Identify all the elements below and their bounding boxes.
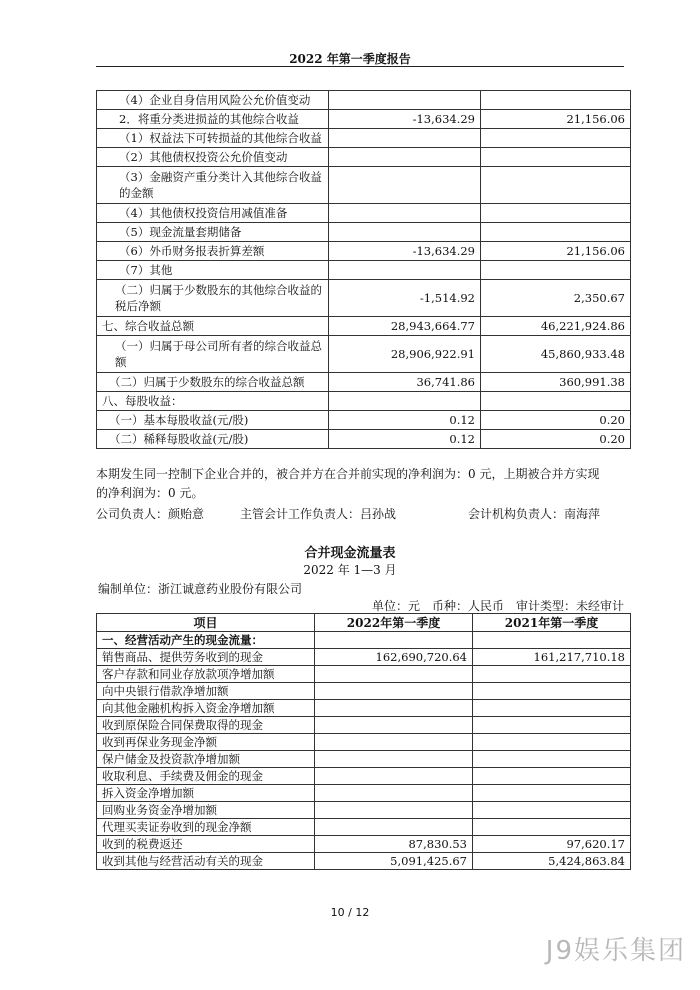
value-prior <box>481 167 631 204</box>
compiler-unit: 编制单位：浙江诚意药业股份有限公司 <box>98 582 303 596</box>
value-current <box>315 751 473 768</box>
value-prior: 45,860,933.48 <box>481 336 631 373</box>
unit-currency-audit: 单位：元 币种：人民币 审计类型：未经审计 <box>371 599 624 613</box>
table-row <box>97 336 631 373</box>
row-label: 客户存款和同业存放款项净增加额 <box>97 666 315 683</box>
value-prior <box>481 91 631 110</box>
value-current <box>329 204 481 223</box>
row-label: （4）企业自身信用风险公允价值变动 <box>97 91 329 110</box>
section-row <box>97 632 631 649</box>
header-divider <box>96 66 624 67</box>
value-current <box>315 802 473 819</box>
row-label: 2．将重分类进损益的其他综合收益 <box>97 110 329 129</box>
table-row <box>97 836 631 853</box>
value-prior <box>481 148 631 167</box>
value-prior: 97,620.17 <box>473 836 631 853</box>
value-current <box>315 734 473 751</box>
table-row <box>97 785 631 802</box>
report-header-title: 2022 年第一季度报告 <box>289 52 411 66</box>
table-row <box>97 91 631 110</box>
table-row <box>97 148 631 167</box>
cashflow-period: 2022 年 1—3 月 <box>303 563 397 577</box>
value-prior <box>481 392 631 411</box>
value-current: 5,091,425.67 <box>315 853 473 870</box>
value-current <box>315 683 473 700</box>
table-row <box>97 261 631 280</box>
table-row <box>97 649 631 666</box>
table-row <box>97 317 631 336</box>
table-row <box>97 430 631 449</box>
row-label: （一）基本每股收益(元/股) <box>97 411 329 430</box>
value-prior <box>481 261 631 280</box>
table-row <box>97 411 631 430</box>
column-header: 项目 <box>97 614 315 632</box>
table-row <box>97 768 631 785</box>
row-label: （一）归属于母公司所有者的综合收益总额 <box>97 336 329 373</box>
accounting-head-signature: 主管会计工作负责人：吕孙战 <box>240 507 397 521</box>
income-statement-table <box>96 90 631 449</box>
table-row <box>97 700 631 717</box>
merger-note-line2: 的净利润为：0 元。 <box>96 486 204 500</box>
value-prior <box>473 819 631 836</box>
table-row <box>97 110 631 129</box>
value-prior <box>473 734 631 751</box>
value-prior <box>473 717 631 734</box>
table-row <box>97 666 631 683</box>
value-current <box>315 768 473 785</box>
empty-cell <box>315 632 473 649</box>
value-prior: 161,217,710.18 <box>473 649 631 666</box>
table-row <box>97 717 631 734</box>
value-prior: 360,991.38 <box>481 373 631 392</box>
row-label: 收到其他与经营活动有关的现金 <box>97 853 315 870</box>
table-row <box>97 734 631 751</box>
row-label: （4）其他债权投资信用减值准备 <box>97 204 329 223</box>
row-label: 收到原保险合同保费取得的现金 <box>97 717 315 734</box>
row-label: 收取利息、手续费及佣金的现金 <box>97 768 315 785</box>
value-current: -13,634.29 <box>329 242 481 261</box>
row-label: 代理买卖证券收到的现金净额 <box>97 819 315 836</box>
row-label: 向其他金融机构拆入资金净增加额 <box>97 700 315 717</box>
table-row <box>97 853 631 870</box>
agency-head-signature: 会计机构负责人：南海萍 <box>468 507 601 521</box>
value-prior <box>473 666 631 683</box>
value-current: 162,690,720.64 <box>315 649 473 666</box>
table-row <box>97 167 631 204</box>
cashflow-title: 合并现金流量表 <box>304 546 396 561</box>
value-prior: 2,350.67 <box>481 280 631 317</box>
row-label: （2）其他债权投资公允价值变动 <box>97 148 329 167</box>
value-prior <box>473 700 631 717</box>
row-label: （7）其他 <box>97 261 329 280</box>
row-label: （3）金融资产重分类计入其他综合收益的金额 <box>97 167 329 204</box>
value-current: 28,906,922.91 <box>329 336 481 373</box>
table-row <box>97 373 631 392</box>
value-prior <box>481 204 631 223</box>
value-current <box>329 129 481 148</box>
table-row <box>97 129 631 148</box>
value-current <box>329 261 481 280</box>
value-current <box>329 148 481 167</box>
row-label: 向中央银行借款净增加额 <box>97 683 315 700</box>
row-label: （1）权益法下可转损益的其他综合收益 <box>97 129 329 148</box>
company-head-signature: 公司负责人：颜贻意 <box>96 507 205 521</box>
value-current: 36,741.86 <box>329 373 481 392</box>
table-row <box>97 223 631 242</box>
table-row <box>97 751 631 768</box>
section-label: 一、经营活动产生的现金流量： <box>97 632 315 649</box>
value-current <box>315 819 473 836</box>
value-current <box>315 785 473 802</box>
table-row <box>97 280 631 317</box>
row-label: 拆入资金净增加额 <box>97 785 315 802</box>
row-label: （二）稀释每股收益(元/股) <box>97 430 329 449</box>
table-row <box>97 242 631 261</box>
table-row <box>97 802 631 819</box>
value-current: 87,830.53 <box>315 836 473 853</box>
merger-note-line1: 本期发生同一控制下企业合并的，被合并方在合并前实现的净利润为：0 元，上期被合并方实现 <box>96 467 600 481</box>
value-current <box>315 666 473 683</box>
row-label: 收到再保业务现金净额 <box>97 734 315 751</box>
value-prior: 21,156.06 <box>481 110 631 129</box>
value-prior: 21,156.06 <box>481 242 631 261</box>
table-row <box>97 683 631 700</box>
row-label: 回购业务资金净增加额 <box>97 802 315 819</box>
value-current <box>329 223 481 242</box>
row-label: （二）归属于少数股东的其他综合收益的税后净额 <box>97 280 329 317</box>
value-current <box>315 700 473 717</box>
value-prior: 0.20 <box>481 430 631 449</box>
value-prior: 46,221,924.86 <box>481 317 631 336</box>
value-current: -13,634.29 <box>329 110 481 129</box>
cashflow-table <box>96 613 631 870</box>
value-prior <box>473 785 631 802</box>
row-label: 七、综合收益总额 <box>97 317 329 336</box>
value-current <box>329 392 481 411</box>
value-prior <box>481 129 631 148</box>
empty-cell <box>473 632 631 649</box>
table-row <box>97 819 631 836</box>
row-label: 保户储金及投资款净增加额 <box>97 751 315 768</box>
value-current <box>329 91 481 110</box>
value-current <box>329 167 481 204</box>
value-prior: 0.20 <box>481 411 631 430</box>
value-prior <box>473 683 631 700</box>
row-label: （5）现金流量套期储备 <box>97 223 329 242</box>
row-label: 八、每股收益： <box>97 392 329 411</box>
row-label: （6）外币财务报表折算差额 <box>97 242 329 261</box>
row-label: 收到的税费返还 <box>97 836 315 853</box>
table-header-row <box>97 614 631 632</box>
page-number: 10 / 12 <box>330 906 370 919</box>
value-prior <box>473 802 631 819</box>
value-prior <box>481 223 631 242</box>
value-prior: 5,424,863.84 <box>473 853 631 870</box>
value-prior <box>473 768 631 785</box>
watermark-text: J9娱乐集团 <box>545 936 686 966</box>
column-header: 2021年第一季度 <box>473 614 631 632</box>
value-current: 0.12 <box>329 430 481 449</box>
value-prior <box>473 751 631 768</box>
table-row <box>97 392 631 411</box>
column-header: 2022年第一季度 <box>315 614 473 632</box>
row-label: 销售商品、提供劳务收到的现金 <box>97 649 315 666</box>
row-label: （二）归属于少数股东的综合收益总额 <box>97 373 329 392</box>
value-current: 0.12 <box>329 411 481 430</box>
value-current: -1,514.92 <box>329 280 481 317</box>
value-current <box>315 717 473 734</box>
value-current: 28,943,664.77 <box>329 317 481 336</box>
table-row <box>97 204 631 223</box>
